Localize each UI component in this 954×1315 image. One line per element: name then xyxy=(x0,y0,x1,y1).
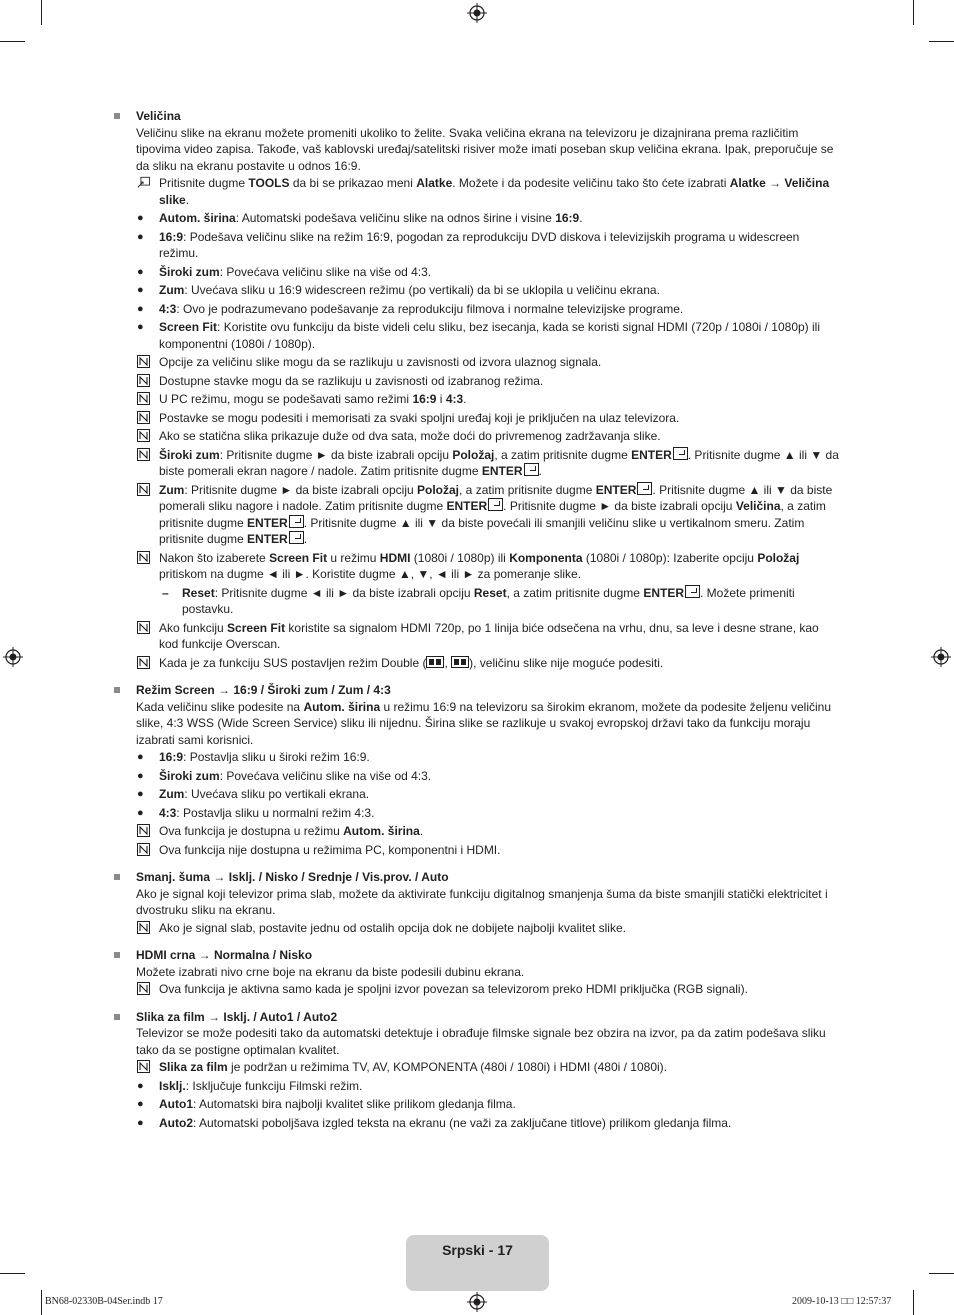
note: Ova funkcija nije dostupna u režimima PC, komponentni i HDMI. xyxy=(136,842,840,859)
list-item: ● Široki zum: Povećava veličinu slike na više od 4:3. xyxy=(137,768,432,783)
dash-glyph: – xyxy=(162,585,169,600)
crop-mark xyxy=(913,1290,914,1315)
section-intro: Kada veličinu slike podesite na Autom. širina u režimu 16:9 na televizoru sa širokim ekranom, možete da podesite željenu veličinu slike, 4:3 WSS (Wide Screen Service) sliku ili nijednu. Širina slike se razlikuje u svakoj evropskoj državi tako da funkciju moraju izabrati sami korisnici. xyxy=(136,699,832,747)
registration-mark-icon xyxy=(3,647,23,667)
bullet-icon: ● xyxy=(137,302,144,315)
list-item: ● Screen Fit: Koristite ovu funkciju da biste videli celu sliku, bez isecanja, kada se koristi signal HDMI (720p / 1080i / 1080p) ili komponentni (1080i / 1080p). xyxy=(137,320,820,351)
section-square-icon xyxy=(114,1014,120,1020)
enter-icon xyxy=(685,585,700,598)
crop-mark xyxy=(0,1273,25,1274)
note: Široki zum: Pritisnite dugme ► da biste izabrali opciju Položaj, a zatim pritisnite dugme ENTER . Pritisnite dugme ▲ ili ▼ da biste pomerali ekran nagore / nadole. Zatim pritisnite dugme ENTER . xyxy=(136,447,840,480)
list-item: ● 16:9: Podešava veličinu slike na režim 16:9, pogodan za reprodukciju DVD diskova i televizijskih programa u widescreen režimu. xyxy=(137,229,800,260)
dash-item: – Reset: Pritisnite dugme ◄ ili ► da biste izabrali opciju Reset, a zatim pritisnite dugme ENTER . Možete primeniti postavku. xyxy=(162,585,795,616)
section-velicina xyxy=(112,108,840,671)
print-slug-left: BN68-02330B-04Ser.indb 17 xyxy=(45,1296,163,1307)
tools-instruction: Pritisnite dugme TOOLS da bi se prikazao meni Alatke. Možete i da podesite veličinu tako što ćete izabrati Alatke → Veličina slike. xyxy=(136,175,840,208)
crop-mark xyxy=(41,1290,42,1315)
note-icon xyxy=(137,429,150,442)
list-item: ● Široki zum: Povećava veličinu slike na više od 4:3. xyxy=(137,264,432,279)
section-intro: Možete izabrati nivo crne boje na ekranu da biste podesili dubinu ekrana. xyxy=(136,964,525,979)
bullet-icon: ● xyxy=(137,284,144,296)
registration-mark-icon xyxy=(467,1292,487,1312)
bullet-icon: ● xyxy=(137,751,144,763)
note-icon xyxy=(137,411,150,424)
note-icon xyxy=(137,982,150,995)
enter-icon xyxy=(524,463,539,476)
list-item: ● 4:3: Ovo je podrazumevano podešavanje za reprodukciju filmova i normalne televizijske programe. xyxy=(137,301,684,316)
section-title: HDMI crna → Normalna / Nisko xyxy=(136,948,313,962)
note-icon xyxy=(137,656,150,669)
bullet-icon: ● xyxy=(137,321,144,333)
section-square-icon xyxy=(114,687,120,693)
bullet-icon: ● xyxy=(137,806,144,819)
bullet-icon: ● xyxy=(137,265,144,278)
list-item: ● Zum: Uvećava sliku po vertikali ekrana. xyxy=(137,787,370,801)
note-icon xyxy=(137,551,150,564)
bullet-icon: ● xyxy=(137,1116,144,1129)
tools-icon xyxy=(137,176,150,189)
note: Dostupne stavke mogu da se razlikuju u zavisnosti od izabranog režima. xyxy=(136,373,840,390)
note-icon xyxy=(137,355,150,368)
enter-icon xyxy=(637,482,652,495)
note: Slika za film je podržan u režimima TV, AV, KOMPONENTA (480i / 1080i) i HDMI (480i / 1080i). xyxy=(136,1059,840,1076)
enter-icon xyxy=(488,498,503,511)
note-icon xyxy=(137,392,150,405)
crop-mark xyxy=(0,41,25,42)
double-screen-icon xyxy=(451,656,469,668)
note-icon xyxy=(137,824,150,837)
bullet-icon: ● xyxy=(137,1098,144,1110)
section-title: Slika za film → Isklj. / Auto1 / Auto2 xyxy=(136,1009,338,1024)
section-smanj-suma xyxy=(112,869,840,936)
note: Zum: Pritisnite dugme ► da biste izabrali opciju Položaj, a zatim pritisnite dugme ENTER . Pritisnite dugme ▲ ili ▼ da biste pomerali sliku nagore i nadole. Zatim pritisnite dugme ENTER . Pritisnite dugme ► da biste izabrali opciju Veličina, a zatim pritisnite dugme ENTER . Pritisnite dugme ▲ ili ▼ da biste povećali ili smanjili veličinu slike u vertikalnom smeru. Zatim pritisnite dugme ENTER . xyxy=(136,482,840,548)
bullet-icon: ● xyxy=(137,1079,144,1092)
page-content xyxy=(112,108,840,1142)
section-square-icon xyxy=(114,952,120,958)
note: Ako se statična slika prikazuje duže od dva sata, može doći do privremenog zadržavanja slike. xyxy=(136,428,840,445)
note: Ova funkcija je aktivna samo kada je spoljni izvor povezan sa televizorom preko HDMI priključka (RGB signali). xyxy=(136,981,840,998)
crop-mark xyxy=(41,0,42,25)
note-icon xyxy=(137,448,150,461)
section-title: Veličina xyxy=(136,109,181,123)
bullet-icon: ● xyxy=(137,212,144,224)
section-slika-za-film xyxy=(112,1009,840,1132)
crop-mark xyxy=(929,41,954,42)
note: U PC režimu, mogu se podešavati samo režimi 16:9 i 4:3. xyxy=(136,391,840,408)
bullet-icon: ● xyxy=(137,769,144,782)
list-item: ● Auto1: Automatski bira najbolji kvalitet slike prilikom gledanja filma. xyxy=(137,1097,516,1111)
note-icon xyxy=(137,921,150,934)
note: Opcije za veličinu slike mogu da se razlikuju u zavisnosti od izvora ulaznog signala. xyxy=(136,354,840,371)
bullet-icon: ● xyxy=(137,230,144,243)
section-rezim-screen xyxy=(112,682,840,858)
section-square-icon xyxy=(114,874,120,880)
print-slug-right: 2009-10-13 □□ 12:57:37 xyxy=(792,1296,892,1307)
crop-mark xyxy=(913,0,914,25)
note: Nakon što izaberete Screen Fit u režimu HDMI (1080i / 1080p) ili Komponenta (1080i / 1080p): Izaberite opciju Položaj pritiskom na dugme ◄ ili ►. Koristite dugme ▲, ▼, ◄ ili ► za pomeranje slike. xyxy=(136,550,840,583)
page-number: Srpski - 17 xyxy=(442,1242,513,1258)
note: Kada je za funkciju SUS postavljen režim Double ( , ), veličinu slike nije moguće podesiti. xyxy=(136,655,840,672)
list-item: ● Zum: Uvećava sliku u 16:9 widescreen režimu (po vertikali) da bi se uklopila u veličinu ekrana. xyxy=(137,283,660,297)
registration-mark-icon xyxy=(467,3,487,23)
section-intro: Televizor se može podesiti tako da automatski detektuje i obrađuje filmske signale bez obzira na izvor, pa da zatim podešava sliku tako da se postigne optimalan kvalitet. xyxy=(136,1026,826,1057)
section-title: Smanj. šuma → Isklj. / Nisko / Srednje / Vis.prov. / Auto xyxy=(136,870,449,884)
note: Postavke se mogu podesiti i memorisati za svaki spoljni uređaj koji je priključen na ulaz televizora. xyxy=(136,410,840,427)
note-icon xyxy=(137,843,150,856)
list-item: ● 16:9: Postavlja sliku u široki režim 16:9. xyxy=(137,750,370,764)
note-icon xyxy=(137,621,150,634)
list-item: ● Isklj.: Isključuje funkciju Filmski režim. xyxy=(137,1078,363,1093)
list-item: ● Auto2: Automatski poboljšava izgled teksta na ekranu (ne važi za zaključane titlove) prilikom gledanja filma. xyxy=(137,1115,732,1130)
note: Ova funkcija je dostupna u režimu Autom. širina. xyxy=(136,823,840,840)
section-title: Režim Screen → 16:9 / Široki zum / Zum / 4:3 xyxy=(136,683,391,697)
section-intro: Ako je signal koji televizor prima slab, možete da aktivirate funkciju digitalnog smanjenja šuma da biste smanjili statički elektricitet i dvostruku sliku na ekranu. xyxy=(136,886,828,917)
enter-icon xyxy=(673,447,688,460)
note-icon xyxy=(137,1060,150,1073)
list-item: ● 4:3: Postavlja sliku u normalni režim 4:3. xyxy=(137,805,375,820)
section-square-icon xyxy=(114,113,120,119)
list-item: ● Autom. širina: Automatski podešava veličinu slike na odnos širine i visine 16:9. xyxy=(137,211,583,225)
note: Ako funkciju Screen Fit koristite sa signalom HDMI 720p, po 1 linija biće odsečena na vrhu, dnu, sa leve i desne strane, kao kod funkcije Overscan. xyxy=(136,620,840,653)
section-intro: Veličinu slike na ekranu možete promeniti ukoliko to želite. Svaka veličina ekrana na televizoru je dizajnirana prema različitim tipovima video zapisa. Takođe, vaš kablovski uređaj/satelitski risiver može imati poseban skup veličina ekrana. Ipak, preporučuje se da sliku na ekranu postavite u odnos 16:9. xyxy=(136,125,834,173)
note-icon xyxy=(137,374,150,387)
note-icon xyxy=(137,483,150,496)
double-screen-icon xyxy=(426,656,444,668)
registration-mark-icon xyxy=(931,647,951,667)
section-hdmi-crna xyxy=(112,947,840,998)
crop-mark xyxy=(929,1273,954,1274)
enter-icon xyxy=(289,531,304,544)
bullet-icon: ● xyxy=(137,788,144,800)
note: Ako je signal slab, postavite jednu od ostalih opcija dok ne dobijete najbolji kvalitet slike. xyxy=(136,920,840,937)
enter-icon xyxy=(289,515,304,528)
